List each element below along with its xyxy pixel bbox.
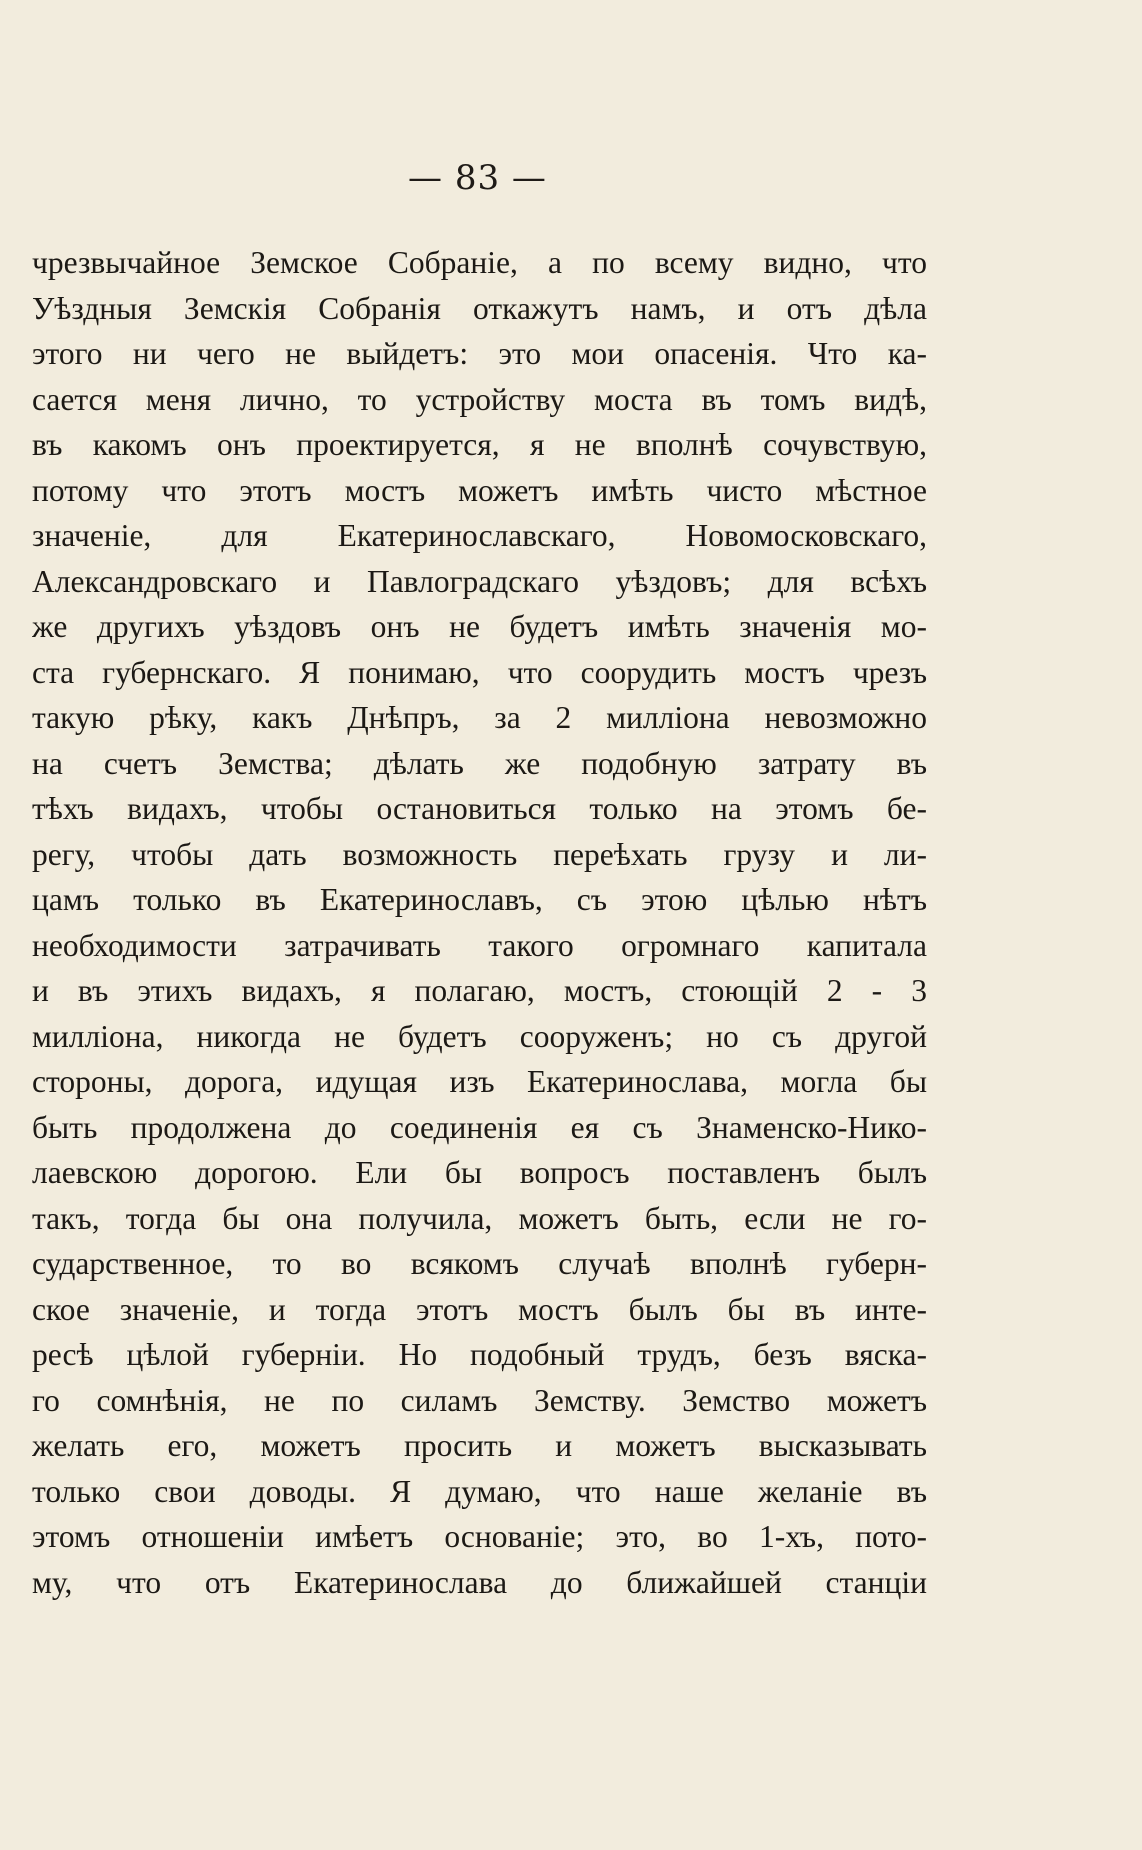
text-line: на счетъ Земства; дѣлать же подобную затрату въ	[32, 745, 927, 781]
text-line: быть продолжена до соединенія ея съ Знаменско-Нико-	[32, 1109, 927, 1145]
text-line: чрезвычайное Земское Собраніе, а по всему видно, что	[32, 245, 927, 280]
text-line: тѣхъ видахъ, чтобы остановиться только на этомъ бе-	[32, 791, 927, 826]
text-line: этого ни чего не выйдетъ: это мои опасенія. Что ка-	[32, 336, 927, 371]
text-line: такую рѣку, какъ Днѣпръ, за 2 милліона невозможно	[32, 700, 927, 735]
text-line: Александровскаго и Павлоградскаго уѣздовъ; для всѣхъ	[32, 563, 927, 599]
text-line: сается меня лично, то устройству моста въ томъ видѣ,	[32, 381, 927, 417]
text-line: лаевскою дорогою. Ели бы вопросъ поставленъ былъ	[32, 1155, 927, 1190]
text-line: ское значеніе, и тогда этотъ мостъ былъ бы въ инте-	[32, 1291, 927, 1327]
text-line: же другихъ уѣздовъ онъ не будетъ имѣть значенія мо-	[32, 609, 927, 644]
body-text	[32, 240, 927, 1605]
text-line: сударственное, то во всякомъ случаѣ вполнѣ губерн-	[32, 1246, 927, 1281]
text-line: и въ этихъ видахъ, я полагаю, мостъ, стоющій 2 - 3	[32, 973, 927, 1008]
text-line: цамъ только въ Екатеринославъ, съ этою цѣлью нѣтъ	[32, 882, 927, 917]
text-line: милліона, никогда не будетъ сооруженъ; но съ другой	[32, 1018, 927, 1054]
text-line: му, что отъ Екатеринослава до ближайшей станціи	[32, 1564, 927, 1600]
text-line: ста губернскаго. Я понимаю, что соорудить мостъ чрезъ	[32, 654, 927, 690]
text-line: такъ, тогда бы она получила, можетъ быть, если не го-	[32, 1200, 927, 1236]
text-line: въ какомъ онъ проектируется, я не вполнѣ сочувствую,	[32, 427, 927, 462]
text-line: необходимости затрачивать такого огромнаго капитала	[32, 927, 927, 963]
text-line: регу, чтобы дать возможность переѣхать грузу и ли-	[32, 836, 927, 872]
text-line: стороны, дорога, идущая изъ Екатеринослава, могла бы	[32, 1064, 927, 1099]
text-line: значеніе, для Екатеринославскаго, Новомосковскаго,	[32, 518, 927, 553]
text-line: Уѣздныя Земскія Собранія откажутъ намъ, и отъ дѣла	[32, 290, 927, 326]
text-line: потому что этотъ мостъ можетъ имѣть чисто мѣстное	[32, 472, 927, 508]
text-line: го сомнѣнія, не по силамъ Земству. Земство можетъ	[32, 1382, 927, 1418]
text-line: желать его, можетъ просить и можетъ высказывать	[32, 1428, 927, 1463]
text-line: только свои доводы. Я думаю, что наше желаніе въ	[32, 1473, 927, 1509]
text-line: этомъ отношеніи имѣетъ основаніе; это, во 1-хъ, пото-	[32, 1519, 927, 1554]
page-number: — 83 —	[408, 158, 547, 198]
text-line: ресѣ цѣлой губерніи. Но подобный трудъ, безъ вяска-	[32, 1337, 927, 1372]
